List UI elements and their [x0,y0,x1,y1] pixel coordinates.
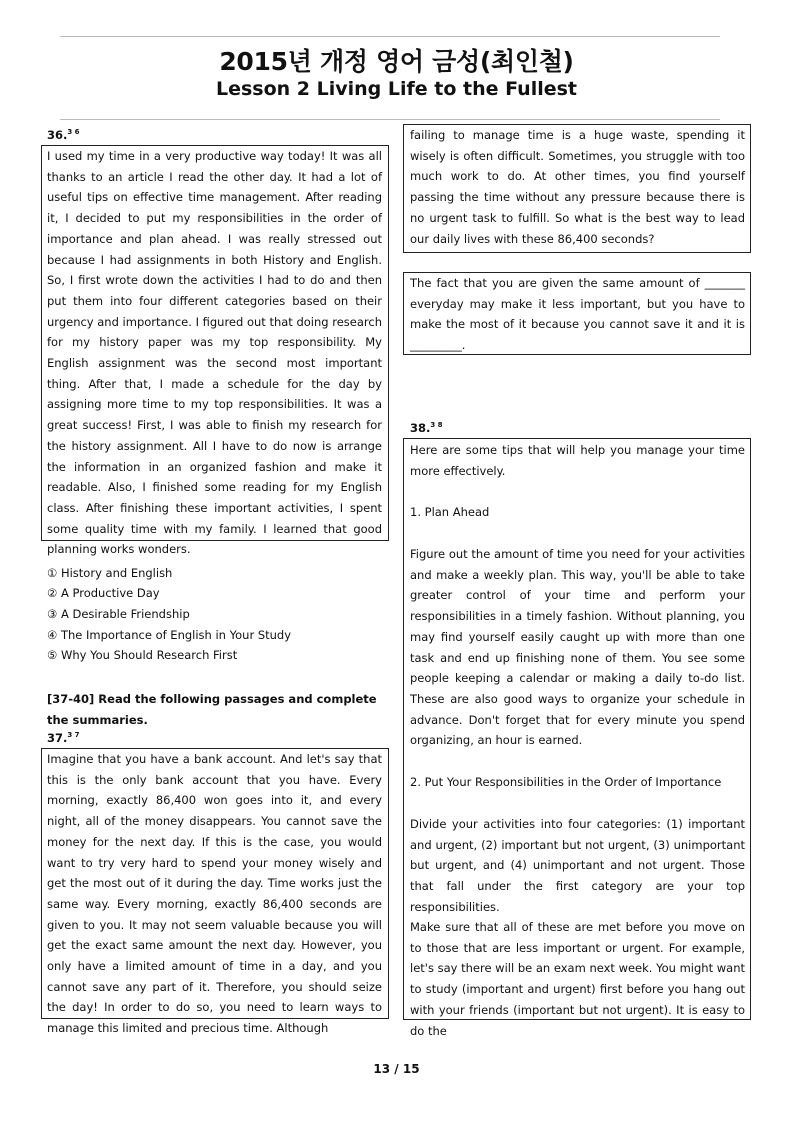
top-rule [60,36,720,37]
choice-5[interactable]: ⑤ Why You Should Research First [47,648,238,662]
question-38-heading-1: 1. Plan Ahead [410,505,490,519]
question-superscript: 3 8 [430,421,443,430]
choice-4[interactable]: ④ The Importance of English in Your Study [47,628,292,642]
question-37-passage-right: failing to manage time is a huge waste, spending it wisely is often difficult. Sometimes, you struggle with too much work to do. At other times, you find yourself passing the time without any pressure because there is no urgent task to fulfill. So what is the best way to lead our daily lives with these 86,400 seconds? [410,128,745,246]
page-title: 2015년 개정 영어 금성(최인철) [219,47,574,76]
header-rule [60,119,720,120]
question-superscript: 3 6 [67,128,80,137]
question-37-label [47,731,80,745]
choice-3[interactable]: ③ A Desirable Friendship [47,607,190,621]
question-37-passage-left: Imagine that you have a bank account. And let's say that this is the only bank account that you have. Every morning, exactly 86,400 won goes into it, and every night, all of the money disappears. You cannot save the money for the next day. If this is the case, you would want to try very hard to spend your money wisely and get the most out of it during the day. Time works just the same way. Every morning, exactly 86,400 seconds are given to you. It may not seem valuable because you will get the exact same amount the next day. However, you only have a limited amount of time in a day, and you cannot save any part of it. Therefore, you should seize the day! In order to do so, you need to learn ways to manage this limited and precious time. Although [47,752,382,1036]
question-38-paragraph-3: Make sure that all of these are met before you move on to those that are less important or urgent. For example, let's say there will be an exam next week. You might want to study (important and urgent) first before you hang out with your friends (important but not urgent). It is easy to do the [410,920,745,1038]
question-37-summary: The fact that you are given the same amount of _______ everyday may make it less important, but you have to make the most of it because you cannot save it and it is _________. [410,276,745,353]
choice-2[interactable]: ② A Productive Day [47,586,160,600]
section-instructions: [37-40] Read the following passages and complete the summaries. [47,692,377,727]
choice-1[interactable]: ① History and English [47,566,173,580]
question-number: 38. [410,421,431,435]
question-number: 37. [47,731,68,745]
question-36-passage: I used my time in a very productive way today! It was all thanks to an article I read the other day. It had a lot of useful tips on effective time management. After reading it, I decided to put my responsibilities in the order of importance and plan ahead. I was really stressed out because I had assignments in both History and English. So, I first wrote down the activities I had to do and then put them into four different categories based on their urgency and importance. I figured out that doing research for my history paper was my top responsibility. My English assignment was the second most important thing. After that, I made a schedule for the day by assigning more time to my top responsibilities. It was a great success! First, I was able to finish my research for the history assignment. All I have to do now is arrange the information in an organized fashion and make it readable. Also, I finished some reading for my English class. After finishing these important activities, I spent some quality time with my family. I learned that good planning works wonders. [47,149,382,557]
question-36-label [47,128,80,142]
question-number: 36. [47,128,68,142]
question-38-paragraph-2: Divide your activities into four categories: (1) important and urgent, (2) important but not urgent, (3) unimportant but urgent, and (4) unimportant and not urgent. Those that fall under the first category are your top responsibilities. [410,817,745,914]
question-38-heading-2: 2. Put Your Responsibilities in the Order of Importance [410,775,722,789]
question-38-paragraph-1: Figure out the amount of time you need for your activities and make a weekly plan. This way, you'll be able to take greater control of your time and perform your responsibilities in a timely fashion. Without planning, you may find yourself easily caught up with more than one task and end up finishing none of them. You see some people keeping a calendar or making a daily to-do list. These are also good ways to organize your schedule in advance. Don't forget that for every minute you spend organizing, an hour is earned. [410,547,745,748]
question-38-intro: Here are some tips that will help you manage your time more effectively. [410,443,745,478]
question-38-label [410,421,443,435]
lesson-subtitle: Lesson 2 Living Life to the Fullest [215,78,577,100]
question-superscript: 3 7 [67,731,80,740]
page-number: 13 / 15 [373,1062,420,1076]
